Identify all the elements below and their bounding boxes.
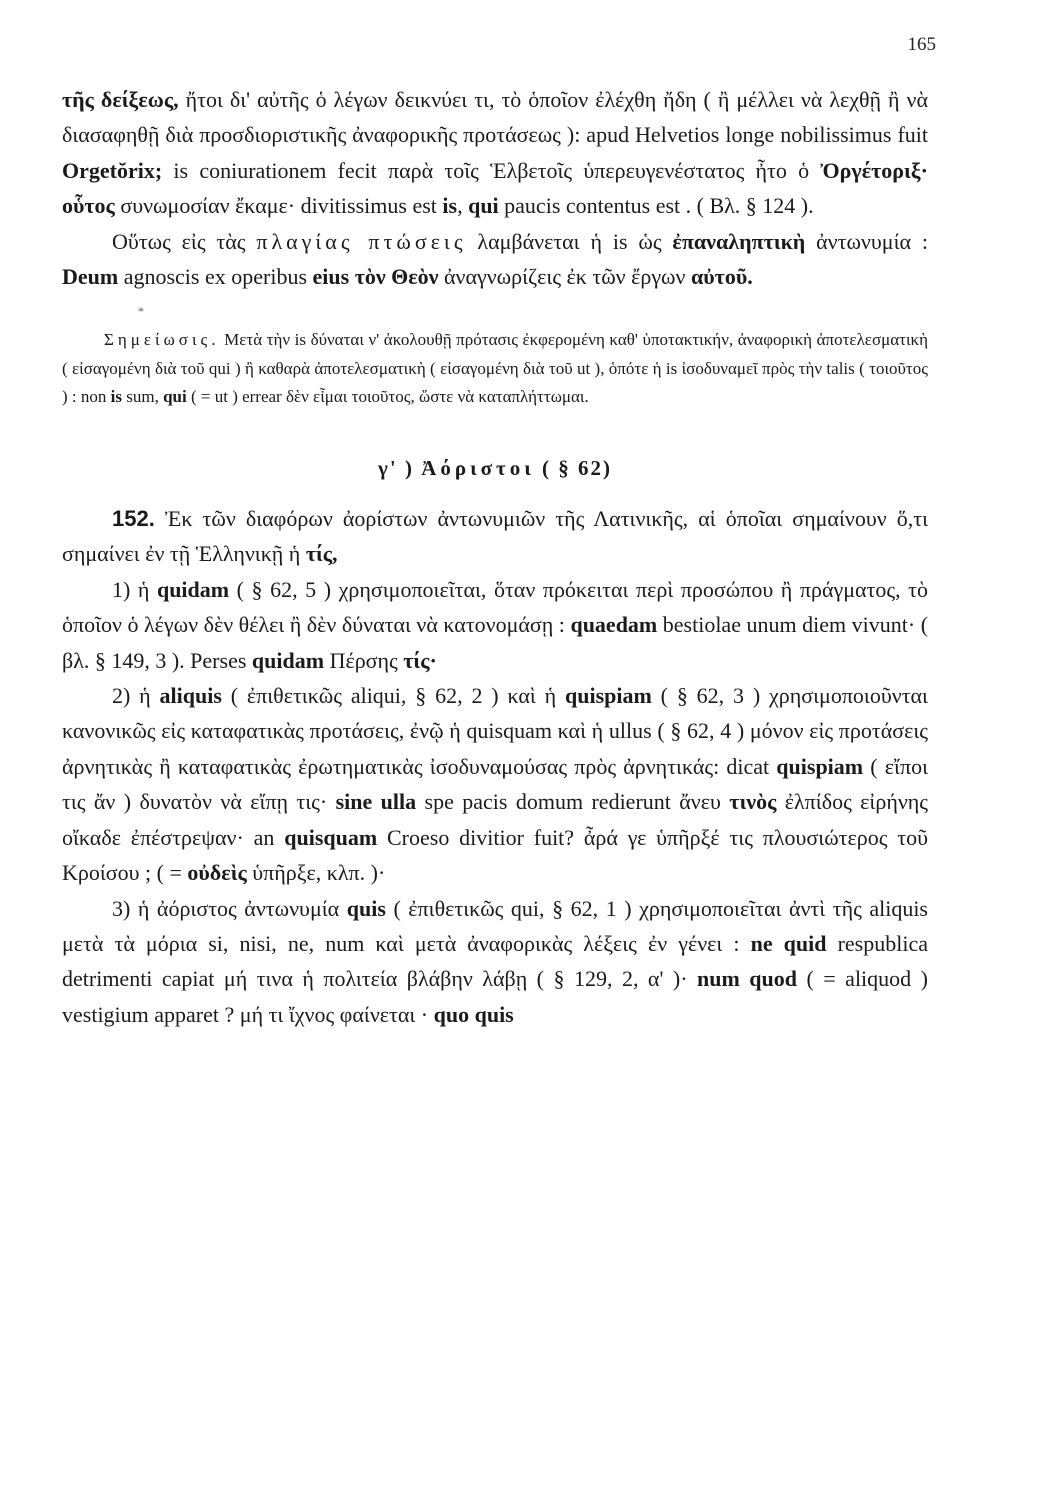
text-run: 2) ἡ xyxy=(112,683,160,709)
text-run: , xyxy=(457,193,469,219)
bold-term: quis xyxy=(346,895,386,921)
text-run: Πέρσης xyxy=(324,647,404,673)
text-run: agnoscis ex operibus xyxy=(118,264,313,290)
paragraph-152 xyxy=(62,501,928,572)
section-heading xyxy=(62,453,928,483)
bold-term: eius τὸν Θεὸν xyxy=(312,264,439,290)
note-label: Σημείωσις. xyxy=(104,330,220,350)
bold-term: is xyxy=(442,193,458,219)
bold-term: αὐτοῦ. xyxy=(690,264,753,290)
bold-term: Deum xyxy=(62,264,119,290)
bold-term: οὐδεὶς xyxy=(187,860,247,886)
bold-term: ἐπαναληπτικὴ xyxy=(672,228,806,254)
bold-term: quidam xyxy=(156,576,230,602)
text-run: λαμβάνεται ἡ is ὡς xyxy=(466,228,673,254)
text-run: is coniurationem fecit παρὰ τοῖς Ἑλβετοῖς ὑπερευγενέστατος ἦτο ὁ xyxy=(162,157,821,183)
bold-term: Ὀργέτοριξ· οὗτος xyxy=(62,157,928,219)
text-run: ἤτοι δι' αὐτῆς ὁ λέγων δεικνύει τι, τὸ ὁποῖον ἐλέχθη ἤδη ( ἢ μέλλει νὰ λεχθῇ ἢ νὰ διασαφηθῇ διὰ προσδιοριστικῆς ἀναφορικῆς προτάσεως ): apud Helvetios longe nobilissimus fuit xyxy=(62,87,929,148)
text-run: Ἐκ τῶν διαφόρων ἀορίστων ἀντωνυμιῶν τῆς Λατινικῆς, αἱ ὁποῖαι σημαίνουν ὅ,τι σημαίνει ἐν τῇ Ἑλληνικῇ ἡ xyxy=(62,506,928,567)
text-run: ἐλπίδος εἰρήνης οἴκαδε ἐπέστρεψαν· an xyxy=(62,789,928,850)
text-run: ( εἴποι τις ἄν ) δυνατὸν νὰ εἴπῃ τις· xyxy=(62,753,928,815)
heading-label: Ἀόριστοι xyxy=(421,456,535,481)
section-number: 152. xyxy=(112,506,155,532)
text-run: spe pacis domum redierunt ἄνευ xyxy=(416,789,730,815)
bold-term: quo quis xyxy=(433,1001,514,1027)
text-run: συνωμοσίαν ἔκαμε· divitissimus est xyxy=(114,193,443,219)
paragraph-deixis xyxy=(62,82,928,224)
text-run: ( ἐπιθετικῶς aliqui, § 62, 2 ) καὶ ἡ xyxy=(221,683,565,709)
bold-term: qui xyxy=(468,193,499,219)
bold-term: quisquam xyxy=(284,824,378,850)
page-number: 165 xyxy=(907,34,936,55)
bold-term: qui xyxy=(163,386,187,406)
bold-term: quispiam xyxy=(564,683,652,709)
heading-prefix: γ' ) xyxy=(378,456,422,481)
bold-term: sine ulla xyxy=(335,789,417,815)
text-run: bestiolae unum diem vivunt· ( βλ. § 149, 3 ). Perses xyxy=(62,612,929,673)
text-run: ( = aliquod ) vestigium apparet ? μή τι ἴχνος φαίνεται · xyxy=(62,966,928,1027)
item-aliquis xyxy=(62,678,928,890)
text-run: ἀναγνωρίζεις ἐκ τῶν ἔργων xyxy=(438,264,691,290)
text-run: ( § 62, 3 ) χρησιμοποιοῦνται κανονικῶς εἰς καταφατικὰς προτάσεις, ἐνῷ ἡ quisquam καὶ ἡ ullus ( § 62, 4 ) μόνον εἰς προτάσεις ἀρνητικὰς ἢ καταφατικὰς ἐρωτηματικὰς ἰσοδυναμούσας πρὸς ἀρνητικάς: dicat xyxy=(62,683,928,779)
bold-term: quispiam xyxy=(776,753,864,779)
bold-term: quaedam xyxy=(570,612,658,638)
bold-term: τίς· xyxy=(403,647,437,673)
note-paragraph xyxy=(62,326,928,411)
text-run: ὑπῆρξε, κλπ. )· xyxy=(246,860,386,886)
heading-ref: ( § 62) xyxy=(534,456,612,481)
text-run: ( = ut ) errear δὲν εἶμαι τοιοῦτος, ὥστε νὰ καταπλήττωμαι. xyxy=(186,386,589,406)
text-run: Μετὰ τὴν is δύναται ν' ἀκολουθῇ πρότασις ἐκφερομένη καθ' ὑποτακτικήν, ἀναφορικὴ ἀποτελεσματικὴ ( εἰσαγομένη διὰ τοῦ qui ) ἢ καθαρὰ ἀποτελεσματικὴ ( εἰσαγομένη διὰ τοῦ ut ), ὁπότε ἡ is ἰσοδυναμεῖ πρὸς τὴν talis ( τοιοῦτος ) : non xyxy=(62,330,928,406)
item-quis xyxy=(62,891,928,1033)
paragraph-oblique-cases xyxy=(62,224,928,295)
bold-term: τῆς δείξεως, xyxy=(62,87,179,112)
page-body xyxy=(62,82,928,1032)
text-run: 3) ἡ ἀόριστος ἀντωνυμία xyxy=(112,895,347,921)
note-asterisk: * xyxy=(138,304,144,319)
text-run: Croeso divitior fuit? ἆρά γε ὑπῆρξέ τις πλουσιώτερος τοῦ Κροίσου ; ( = xyxy=(62,824,928,886)
text-run: 1) ἡ xyxy=(112,576,157,602)
text-run: ἀντωνυμία : xyxy=(805,228,928,254)
bold-term: aliquis xyxy=(159,683,222,709)
bold-term: τινὸς xyxy=(729,789,777,815)
item-quidam xyxy=(62,572,928,678)
text-run: ( § 62, 5 ) χρησιμοποιεῖται, ὅταν πρόκειται περὶ προσώπου ἢ πράγματος, τὸ ὁποῖον ὁ λέγων δὲν θέλει ἢ δὲν δύναται νὰ κατονομάσῃ : xyxy=(62,576,928,638)
bold-term: num quod xyxy=(697,966,798,992)
text-run: Οὕτως εἰς τὰς xyxy=(112,228,257,254)
bold-term: Orgetŏrix; xyxy=(62,157,163,183)
text-run: respublica detrimenti capiat μή τινα ἡ πολιτεία βλάβην λάβῃ ( § 129, 2, α' )· xyxy=(62,930,928,992)
text-run: sum, xyxy=(121,386,164,406)
text-run: paucis contentus est . ( Βλ. § 124 ). xyxy=(498,193,814,219)
bold-term: ne quid xyxy=(750,930,827,956)
text-run: ( ἐπιθετικῶς qui, § 62, 1 ) χρησιμοποιεῖται ἀντὶ τῆς aliquis μετὰ τὰ μόρια si, nisi, ne, num καὶ μετὰ ἀναφορικὰς λέξεις ἐν γένει : xyxy=(62,895,928,956)
bold-term: is xyxy=(110,386,122,406)
spaced-term: πλαγίας πτώσεις xyxy=(256,228,467,254)
bold-term: quidam xyxy=(251,647,325,673)
bold-term: τίς, xyxy=(305,541,338,567)
